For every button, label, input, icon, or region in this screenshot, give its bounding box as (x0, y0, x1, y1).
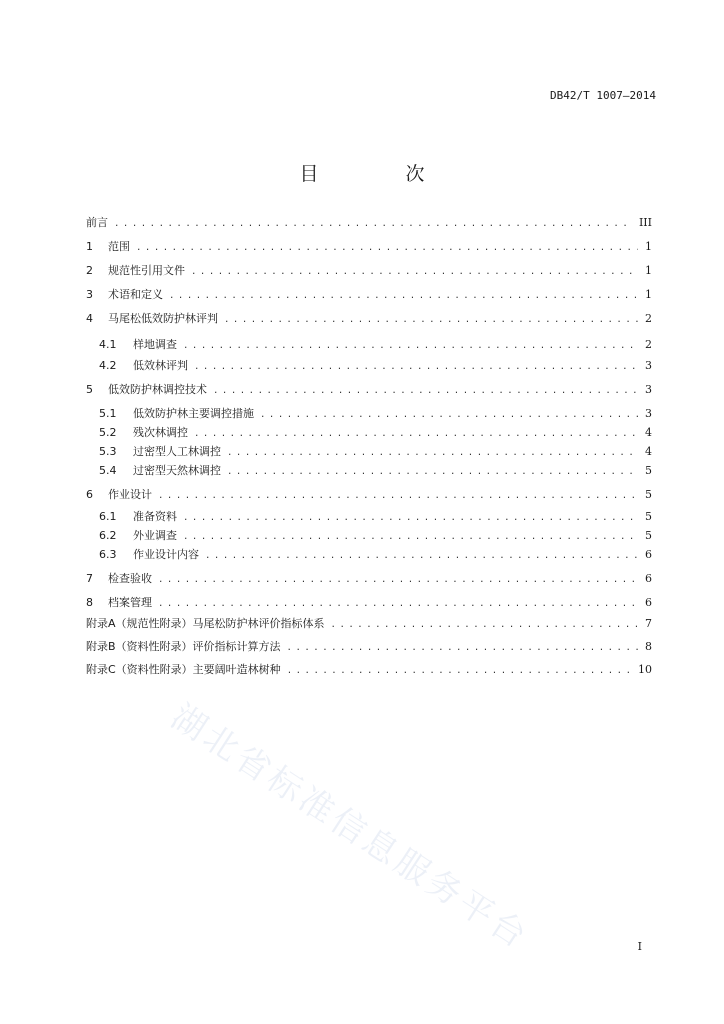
toc-entry-label: 附录A（规范性附录）马尾松防护林评价指标体系 (86, 617, 325, 630)
toc-entry-page: 1 (645, 240, 652, 253)
toc-dot-leader (158, 487, 638, 505)
toc-entry-page: 6 (645, 596, 652, 609)
toc-dot-leader (287, 662, 632, 680)
toc-entry-label: 前言 (86, 216, 108, 229)
toc-dot-leader (213, 382, 638, 400)
toc-entry[interactable] (99, 443, 652, 461)
toc-entry-page: 3 (645, 407, 652, 420)
toc-dot-leader (158, 595, 638, 613)
toc-entry-page: 5 (645, 529, 652, 542)
toc-entry-label: 外业调查 (133, 529, 177, 542)
toc-entry-number: 6.3 (99, 548, 117, 561)
toc-entry-page: 3 (645, 383, 652, 396)
toc-entry-label: 附录B（资料性附录）评价指标计算方法 (86, 640, 281, 653)
toc-entry-page: 5 (645, 464, 652, 477)
toc-entry[interactable] (99, 508, 652, 526)
toc-entry-page: 6 (645, 572, 652, 585)
toc-entry-label: 附录C（资料性附录）主要阔叶造林树种 (86, 663, 281, 676)
toc-entry[interactable] (99, 527, 652, 545)
toc-entry[interactable] (86, 486, 652, 504)
toc-dot-leader (158, 571, 638, 589)
toc-dot-leader (183, 528, 638, 546)
toc-entry-number: 4 (86, 312, 93, 325)
toc-entry-number: 6 (86, 488, 93, 501)
toc-entry[interactable] (86, 238, 652, 256)
toc-entry[interactable] (86, 615, 652, 633)
toc-entry-label: 低效防护林调控技术 (108, 383, 207, 396)
toc-entry-page: 7 (645, 617, 652, 630)
toc-entry-label: 过密型人工林调控 (133, 445, 221, 458)
toc-dot-leader (136, 239, 638, 257)
toc-entry-number: 3 (86, 288, 93, 301)
toc-entry-label: 低效防护林主要调控措施 (133, 407, 254, 420)
toc-dot-leader (260, 406, 638, 424)
toc-entry[interactable] (86, 594, 652, 612)
toc-entry-label: 术语和定义 (108, 288, 163, 301)
toc-entry-number: 7 (86, 572, 93, 585)
toc-entry-number: 8 (86, 596, 93, 609)
toc-entry-page: 6 (645, 548, 652, 561)
toc-dot-leader (183, 337, 638, 355)
toc-entry-page: 5 (645, 510, 652, 523)
toc-entry-label: 检查验收 (108, 572, 152, 585)
toc-entry-page: 8 (645, 640, 652, 653)
toc-entry-label: 样地调查 (133, 338, 177, 351)
toc-entry[interactable] (99, 336, 652, 354)
toc-entry-number: 5.2 (99, 426, 117, 439)
toc-dot-leader (227, 463, 638, 481)
toc-entry[interactable] (86, 214, 652, 232)
toc-entry[interactable] (99, 546, 652, 564)
toc-entry-page: 4 (645, 426, 652, 439)
toc-entry-page: 2 (645, 312, 652, 325)
toc-entry-page: 1 (645, 264, 652, 277)
page-number: I (637, 940, 642, 953)
toc-entry[interactable] (86, 310, 652, 328)
toc-entry-page: 1 (645, 288, 652, 301)
toc-dot-leader (227, 444, 638, 462)
toc-entry-number: 1 (86, 240, 93, 253)
toc-dot-leader (224, 311, 638, 329)
toc-entry[interactable] (99, 405, 652, 423)
toc-entry-number: 6.1 (99, 510, 117, 523)
toc-dot-leader (205, 547, 638, 565)
toc-entry[interactable] (86, 570, 652, 588)
toc-dot-leader (114, 215, 633, 233)
toc-entry-number: 4.1 (99, 338, 117, 351)
toc-dot-leader (194, 358, 638, 376)
standard-code: DB42/T 1007—2014 (550, 89, 656, 102)
toc-entry[interactable] (86, 381, 652, 399)
toc-dot-leader (183, 509, 638, 527)
toc-entry-page: 2 (645, 338, 652, 351)
toc-entry-label: 作业设计 (108, 488, 152, 501)
toc-entry-number: 5 (86, 383, 93, 396)
toc-entry-label: 档案管理 (108, 596, 152, 609)
toc-entry-page: 5 (645, 488, 652, 501)
toc-entry-number: 2 (86, 264, 93, 277)
toc-entry-label: 马尾松低效防护林评判 (108, 312, 218, 325)
toc-entry-page: 3 (645, 359, 652, 372)
toc-entry-page: 10 (638, 663, 652, 676)
toc-entry[interactable] (86, 638, 652, 656)
toc-dot-leader (194, 425, 638, 443)
toc-entry-number: 5.4 (99, 464, 117, 477)
toc-entry-label: 准备资料 (133, 510, 177, 523)
toc-entry[interactable] (99, 357, 652, 375)
toc-entry-page: III (638, 216, 652, 229)
toc-dot-leader (287, 639, 638, 657)
toc-entry-label: 低效林评判 (133, 359, 188, 372)
toc-entry-label: 过密型天然林调控 (133, 464, 221, 477)
toc-entry-number: 5.3 (99, 445, 117, 458)
toc-dot-leader (169, 287, 638, 305)
toc-dot-leader (331, 616, 638, 634)
toc-entry-label: 作业设计内容 (133, 548, 199, 561)
toc-entry-number: 4.2 (99, 359, 117, 372)
toc-entry-label: 规范性引用文件 (108, 264, 185, 277)
toc-entry-number: 6.2 (99, 529, 117, 542)
page-title: 目 次 (299, 163, 459, 185)
toc-entry-label: 范围 (108, 240, 130, 253)
toc-entry[interactable] (86, 262, 652, 280)
toc-entry[interactable] (99, 424, 652, 442)
toc-entry-number: 5.1 (99, 407, 117, 420)
toc-entry[interactable] (99, 462, 652, 480)
toc-entry-label: 残次林调控 (133, 426, 188, 439)
toc-entry-page: 4 (645, 445, 652, 458)
toc-dot-leader (191, 263, 638, 281)
watermark-text: 湖北省标准信息服务平台 (163, 696, 537, 958)
toc-entry[interactable] (86, 286, 652, 304)
toc-entry[interactable] (86, 661, 652, 679)
